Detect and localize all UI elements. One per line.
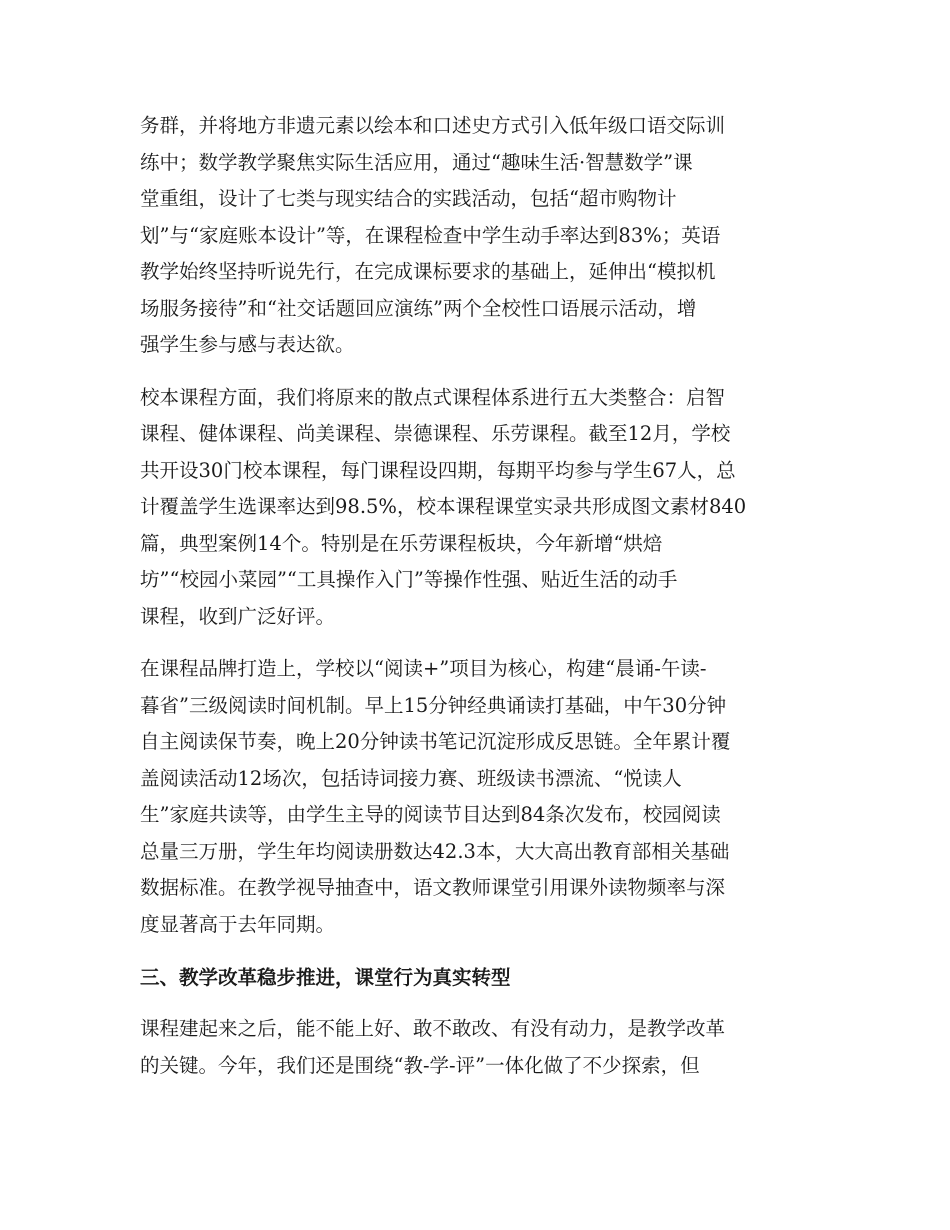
section-heading-text: 三、教学改革稳步推进，课堂行为真实转型 bbox=[140, 966, 511, 989]
text-line: 的关键。今年，我们还是围绕“教-学-评”一体化做了不少探索，但 bbox=[140, 1053, 700, 1077]
text-line: 自主阅读保节奏，晚上20分钟读书笔记沉淀形成反思链。全年累计覆 bbox=[140, 730, 731, 753]
paragraph-teaching-reform bbox=[140, 1011, 804, 1084]
paragraph-school-curriculum bbox=[140, 380, 804, 636]
text-line: 务群，并将地方非遗元素以绘本和口述史方式引入低年级口语交际训 bbox=[140, 114, 726, 137]
text-line: 生”家庭共读等，由学生主导的阅读节目达到84条次发布，校园阅读 bbox=[140, 803, 721, 826]
text-line: 练中；数学教学聚焦实际生活应用，通过“趣味生活·智慧数学”课 bbox=[140, 150, 693, 174]
text-line: 划”与“家庭账本设计”等，在课程检查中学生动手率达到83%；英语 bbox=[140, 223, 721, 247]
text-line: 共开设30门校本课程，每门课程设四期，每期平均参与学生67人，总 bbox=[140, 458, 736, 482]
text-line: 课程建起来之后，能不能上好、敢不敢改、有没有动力，是教学改革 bbox=[140, 1017, 726, 1040]
section-heading bbox=[140, 959, 804, 997]
text-line: 教学始终坚持听说先行，在完成课标要求的基础上，延伸出“模拟机 bbox=[140, 260, 716, 283]
text-line: 校本课程方面，我们将原来的散点式课程体系进行五大类整合：启智 bbox=[140, 385, 726, 409]
text-line: 课程、健体课程、尚美课程、崇德课程、乐劳课程。截至12月，学校 bbox=[140, 422, 731, 445]
text-line: 盖阅读活动12场次，包括诗词接力赛、班级读书漂流、“悦读人 bbox=[140, 766, 682, 790]
text-line: 堂重组，设计了七类与现实结合的实践活动，包括“超市购物计 bbox=[140, 187, 677, 210]
text-line: 强学生参与感与表达欲。 bbox=[140, 333, 355, 356]
paragraph-reading-brand bbox=[140, 651, 804, 943]
text-line: 数据标准。在教学视导抽查中，语文教师课堂引用课外读物频率与深 bbox=[140, 876, 726, 899]
text-line: 计覆盖学生选课率达到98.5%，校本课程课堂实录共形成图文素材840 bbox=[140, 495, 747, 518]
text-line: 坊”“校园小菜园”“工具操作入门”等操作性强、贴近生活的动手 bbox=[140, 568, 678, 591]
paragraph-subject-teaching bbox=[140, 108, 804, 364]
text-line: 在课程品牌打造上，学校以“阅读+”项目为核心，构建“晨诵-午读- bbox=[140, 657, 707, 680]
document-body bbox=[140, 108, 804, 1100]
text-line: 总量三万册，学生年均阅读册数达42.3本，大大高出教育部相关基础 bbox=[140, 839, 730, 863]
text-line: 暮省”三级阅读时间机制。早上15分钟经典诵读打基础，中午30分钟 bbox=[140, 693, 727, 717]
text-line: 场服务接待”和“社交话题回应演练”两个全校性口语展示活动，增 bbox=[140, 296, 697, 320]
text-line: 度显著高于去年同期。 bbox=[140, 912, 336, 936]
text-line: 篇，典型案例14个。特别是在乐劳课程板块，今年新增“烘焙 bbox=[140, 531, 663, 555]
text-line: 课程，收到广泛好评。 bbox=[140, 604, 336, 628]
